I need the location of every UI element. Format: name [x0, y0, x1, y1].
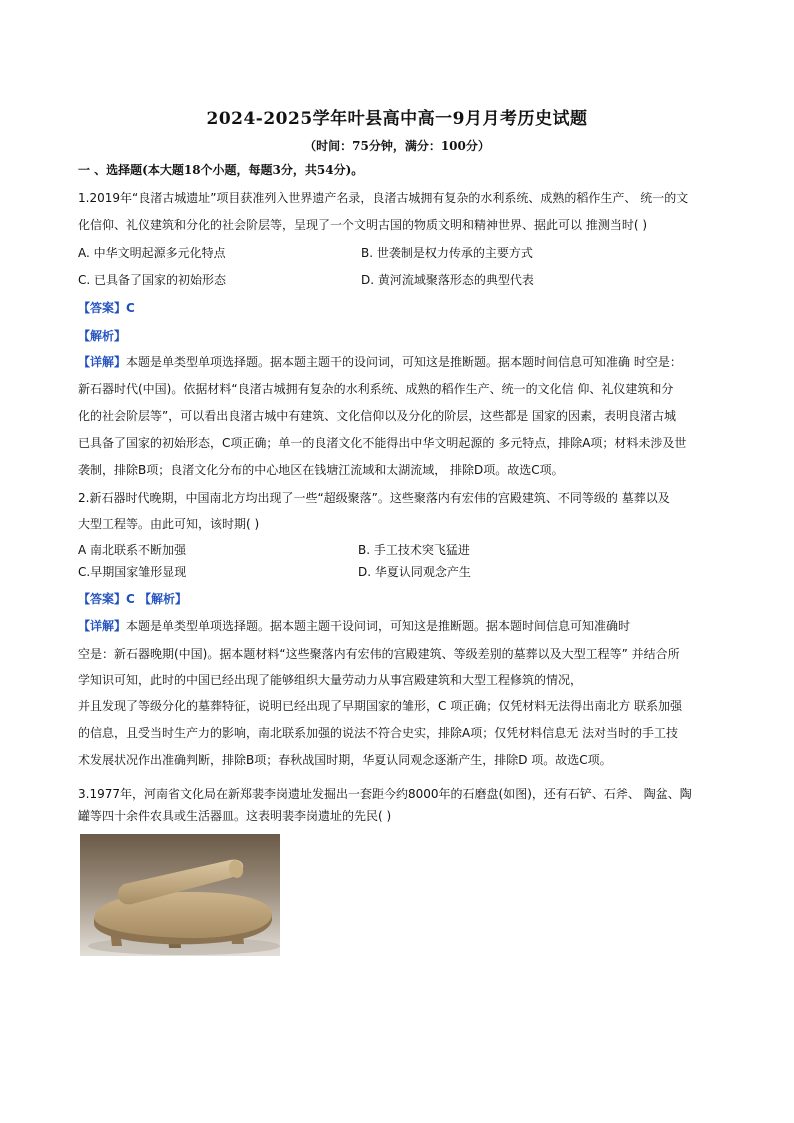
q1-analysis-label: 【解析】 [78, 329, 127, 343]
q2-detail-line-4: 并且发现了等级分化的墓葬特征，说明已经出现了早期国家的雏形，C 项正确；仅凭材料无法得出南北方 联系加强 [78, 699, 683, 713]
q2-option-b: B. 手工技术突飞猛进 [358, 543, 470, 557]
q1-detail-line-3: 化的社会阶层等”，可以看出良渚古城中有建筑、文化信仰以及分化的阶层，这些都是 国家的因素，表明良渚古城 [78, 409, 677, 423]
exam-info: （时间：75分钟，满分：100分） [304, 139, 490, 153]
q2-detail-line-6: 术发展状况作出准确判断，排除B项；春秋战国时期，华夏认同观念逐渐产生，排除D 项。故选C项。 [78, 753, 612, 767]
q1-detail-line-1: 【详解】本题是单类型单项选择题。据本题主题干的设问词，可知这是推断题。据本题时间信息可知准确 时空是： [78, 355, 682, 369]
q1-option-c: C. 已具备了国家的初始形态 [78, 273, 227, 287]
q1-detail-line-5: 袭制，排除B项；良渚文化分布的中心地区在钱塘江流域和太湖流域， 排除D项。故选C项。 [78, 463, 564, 477]
q1-detail-line-4: 已具备了国家的初始形态，C项正确；单一的良渚文化不能得出中华文明起源的 多元特点，排除A项；材料未涉及世 [78, 436, 687, 450]
q2-stem-line-1: 2.新石器时代晚期，中国南北方均出现了一些“超级聚落”。这些聚落内有宏伟的宫殿建筑、不同等级的 墓葬以及 [78, 491, 670, 505]
q2-detail-line-2: 空是：新石器晚期(中国)。据本题材料“这些聚落内有宏伟的宫殿建筑、等级差别的墓葬以及大型工程等” 并结合所 [78, 647, 680, 661]
millstone-photo [80, 834, 280, 956]
q2-answer-line [78, 591, 187, 607]
q1-option-b: B. 世袭制是权力传承的主要方式 [361, 246, 533, 260]
q3-stem-line-2: 罐等四十余件农具或生活器皿。这表明裴李岗遗址的先民( ) [78, 809, 392, 823]
q1-detail-label: 【详解】 [78, 355, 127, 369]
q3-stem-line-1: 3.1977年，河南省文化局在新郑裴李岗遗址发掘出一套距今约8000年的石磨盘(如图)，还有石铲、石斧、 陶盆、陶 [78, 787, 692, 801]
page-title: 2024-2025学年叶县高中高一9月月考历史试题 [206, 109, 588, 129]
q2-analysis-label: 【解析】 [139, 592, 188, 606]
q1-stem-line-1: 1.2019年“良渚古城遗址”项目获准列入世界遗产名录，良渚古城拥有复杂的水利系统、成熟的稻作生产、 统一的文 [78, 191, 689, 205]
q2-option-a: A 南北联系不断加强 [78, 543, 187, 557]
q1-detail-line-2: 新石器时代(中国)。依据材料“良渚古城拥有复杂的水利系统、成熟的稻作生产、统一的文化信 仰、礼仪建筑和分 [78, 382, 674, 396]
q1-option-a: A. 中华文明起源多元化特点 [78, 246, 226, 260]
q1-answer: 【答案】C [78, 301, 135, 315]
q2-answer: 【答案】C [78, 592, 135, 606]
q2-detail-label: 【详解】 [78, 619, 127, 633]
section-heading: 一 、选择题(本大题18个小题，每题3分，共54分)。 [78, 163, 364, 177]
q2-option-d: D. 华夏认同观念产生 [358, 565, 471, 579]
q1-option-d: D. 黄河流域聚落形态的典型代表 [361, 273, 534, 287]
q2-stem-line-2: 大型工程等。由此可知，该时期( ) [78, 517, 260, 531]
q2-detail-line-5: 的信息，且受当时生产力的影响，南北联系加强的说法不符合史实，排除A项；仅凭材料信息无 法对当时的手工技 [78, 726, 679, 740]
q2-detail-line-1: 【详解】本题是单类型单项选择题。据本题主题干设问词，可知这是推断题。据本题时间信息可知准确时 [78, 619, 631, 633]
q2-option-c: C.早期国家雏形显现 [78, 565, 187, 579]
q2-detail-line-3: 学知识可知，此时的中国已经出现了能够组织大量劳动力从事宫殿建筑和大型工程修筑的情况， [78, 673, 583, 687]
q1-stem-line-2: 化信仰、礼仪建筑和分化的社会阶层等，呈现了一个文明古国的物质文明和精神世界、据此可以 推测当时( ) [78, 218, 647, 232]
